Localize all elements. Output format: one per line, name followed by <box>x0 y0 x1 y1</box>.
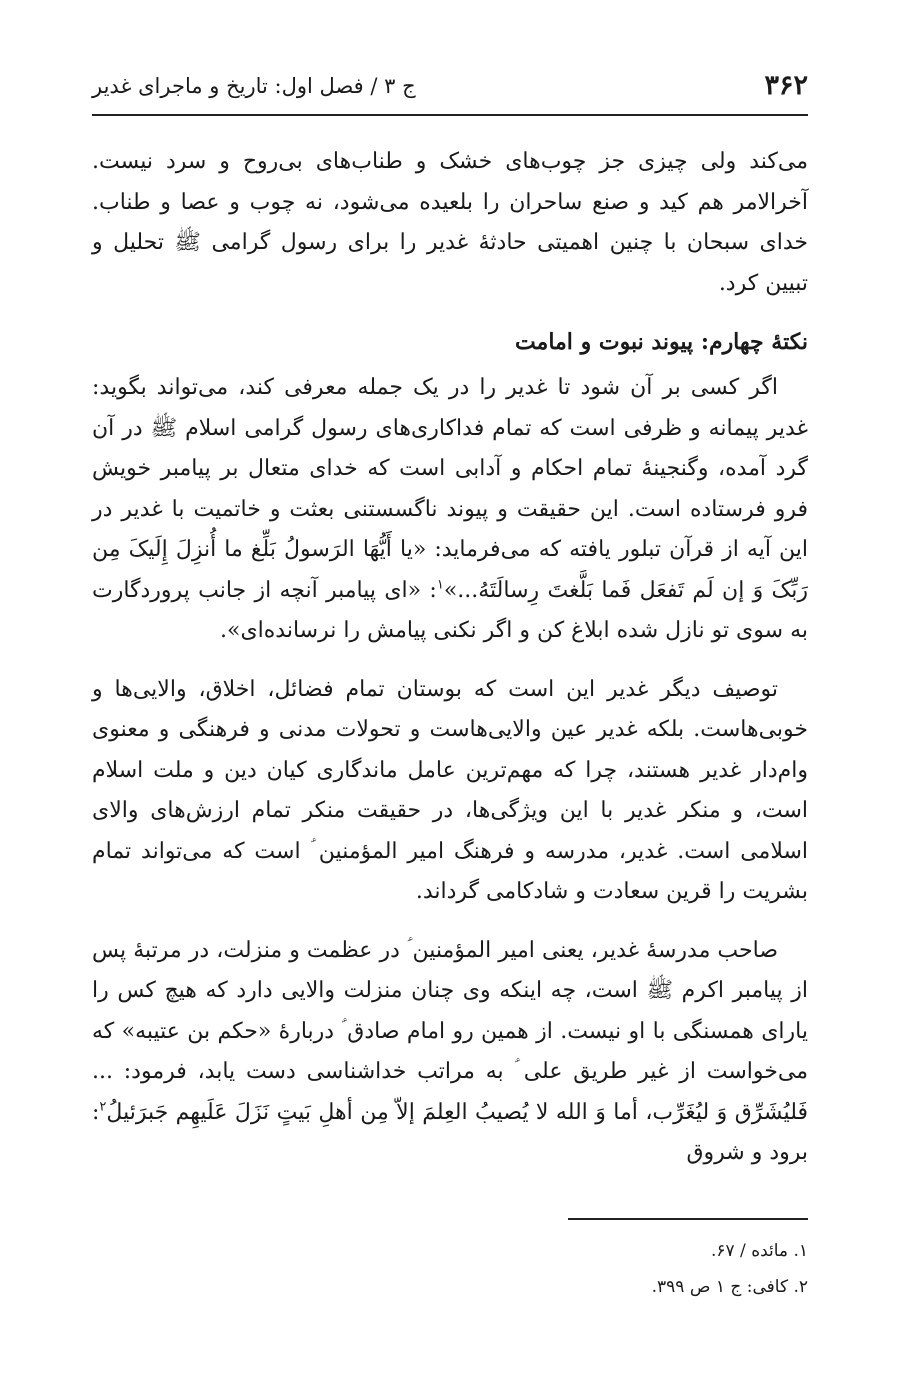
footnote-ref-1[interactable]: ۱ <box>436 577 444 593</box>
running-title: ج ۳ / فصل اول: تاریخ و ماجرای غدیر <box>92 74 416 98</box>
paragraph-2 <box>92 368 808 652</box>
footnote-2: ۲. کافی: ج ۱ ص ۳۹۹. <box>651 1277 808 1297</box>
paragraph-4-tail: : برود و شروق <box>92 1099 808 1165</box>
page-body <box>92 142 808 1174</box>
page-number: ۳۶۲ <box>764 70 808 101</box>
paragraph-3: توصیف دیگر غدیر این است که بوستان تمام فضائل، اخلاق، والایی‌ها و خوبی‌هاست. بلکه غدیر عین والایی‌هاست و تحولات مدنی و فرهنگی و معنوی وام‌دار غدیر هستند، چرا که مهم‌ترین عامل ماندگاری کیان دین و ملت اسلام است، و منکر غدیر با این ویژگی‌ها، در حقیقت منکر تمام ارزش‌های والای اسلامی است. غدیر، مدرسه و فرهنگ امیر المؤمنین ؑ است که می‌تواند تمام بشریت را قرین سعادت و شادکامی گرداند. <box>92 676 808 904</box>
footnote-1: ۱. مائده / ۶۷. <box>710 1241 808 1261</box>
paragraph-4 <box>92 931 808 1174</box>
paragraph-4-text: صاحب مدرسهٔ غدیر، یعنی امیر المؤمنین ؑ در عظمت و منزلت، در مرتبهٔ پس از پیامبر اکرم ﷺ است، چه اینکه وی چنان منزلت والایی دارد که هیچ کس را یارای همسنگی با او نیست. از همین رو امام صادق ؑ دربارهٔ «حکم بن عتیبه» که می‌خواست از غیر طریق علی ؑ به مراتب خداشناسی دست یابد، فرمود: ... فَلیُشَرِّق وَ لیُغَرِّب، أما وَ الله لا یُصیبُ العِلمَ إلاّ مِن أهلِ بَیتٍ نَزَلَ عَلَیهِم جَبرَئیلُ <box>92 937 808 1125</box>
footnote-ref-2[interactable]: ۲ <box>99 1099 107 1115</box>
section-subheading: نکتهٔ چهارم: پیوند نبوت و امامت <box>514 329 808 355</box>
paragraph-1: می‌کند ولی چیزی جز چوب‌های خشک و طناب‌های بی‌روح و سرد نیست. آخرالامر هم کید و صنع ساحران را بلعیده می‌شود، نه چوب و عصا و طناب. خدای سبحان با چنین اهمیتی حادثهٔ غدیر را برای رسول گرامی ﷺ تحلیل و تبیین کرد. <box>92 149 808 296</box>
paragraph-2-tail: : «ای پیامبر آنچه از جانب پروردگارت به سوی تو نازل شده ابلاغ کن و اگر نکنی پیامش را نرسانده‌ای». <box>92 577 808 643</box>
paragraph-2-text: اگر کسی بر آن شود تا غدیر را در یک جمله معرفی کند، می‌تواند بگوید: غدیر پیمانه و ظرفی است که تمام فداکاری‌های رسول گرامی اسلام ﷺ در آن گرد آمده، وگنجینهٔ تمام احکام و آدابی است که خدای متعال بر پیامبر خویش فرو فرستاده است. این حقیقت و پیوند ناگسستنی بعثت و خاتمیت با غدیر در این آیه از قرآن تبلور یافته که می‌فرماید: «یا أَیُّهَا الرَسولُ بَلِّغ ما أُنزِلَ إِلَیکَ مِن رَبِّکَ وَ إن لَم تَفعَل فَما بَلَّغتَ رِسالَتَهُ...» <box>92 375 808 603</box>
header-rule <box>92 114 808 116</box>
footnotes <box>92 1236 808 1308</box>
page-header <box>92 60 808 106</box>
footnote-rule <box>568 1218 808 1220</box>
